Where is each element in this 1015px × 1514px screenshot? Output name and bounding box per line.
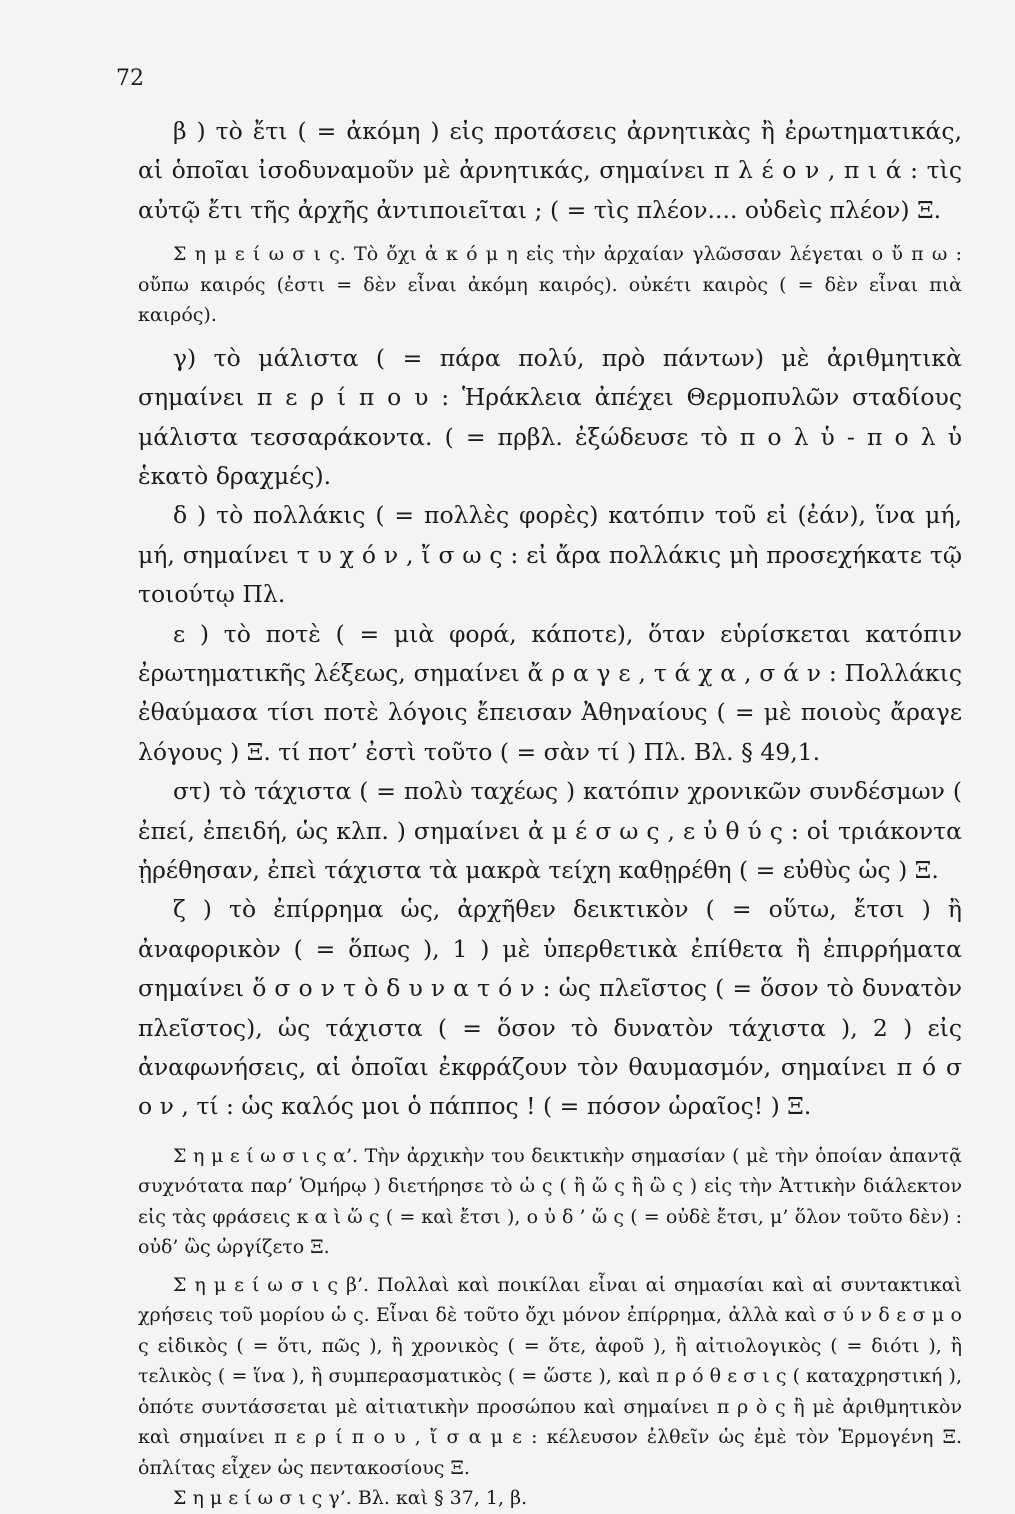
paragraph-gamma: γ) τὸ μάλιστα ( = πάρα πολύ, πρὸ πάντων) μὲ ἀριθμητικὰ σημαίνει π ε ρ ί π ο υ : Ἡράκλεια ἀπέχει Θερμοπυλῶν σταδίους μάλιστα τεσσαράκοντα. ( = πρβλ. ἐξώδευσε τὸ π ο λ ὑ - π ο λ ὑ ἑκατὸ δραχμές). bbox=[138, 343, 962, 490]
paragraph-stigma: στ) τὸ τάχιστα ( = πολὺ ταχέως ) κατόπιν χρονικῶν συνδέσμων ( ἐπεί, ἐπειδή, ὡς κλπ. ) σημαίνει ἀ μ έ σ ω ς , ε ὐ θ ύ ς : οἱ τριάκοντα ᾑρέθησαν, ἐπεὶ τάχιστα τὰ μακρὰ τείχη καθῃρέθη ( = εὐθὺς ὡς ) Ξ. bbox=[138, 777, 962, 884]
paragraph-zeta: ζ ) τὸ ἐπίρρημα ὡς, ἀρχῆθεν δεικτικὸν ( = οὕτω, ἔτσι ) ἢ ἀναφορικὸν ( = ὅπως ), 1 ) μὲ ὑπερθετικὰ ἐπίθετα ἢ ἐπιρρήματα σημαίνει ὅ σ ο ν τ ὸ δ υ ν α τ ό ν : ὡς πλεῖστος ( = ὅσον τὸ δυνατὸν πλεῖστος), ὡς τάχιστα ( = ὅσον τὸ δυνατὸν τάχιστα ), 2 ) εἰς ἀναφωνήσεις, αἱ ὁποῖαι ἐκφράζουν τὸν θαυμασμόν, σημαίνει π ό σ ο ν , τί : ὡς καλός μοι ὁ πάππος ! ( = πόσον ὡραῖος! ) Ξ. bbox=[138, 895, 962, 1121]
page-number: 72 bbox=[116, 66, 144, 91]
paragraph-delta: δ ) τὸ πολλάκις ( = πολλὲς φορὲς) κατόπιν τοῦ εἰ (ἐάν), ἵνα μή, μή, σημαίνει τ υ χ ό ν , ἴ σ ω ς : εἰ ἄρα πολλάκις μὴ προσεχήκατε τῷ τοιούτῳ Πλ. bbox=[138, 501, 962, 609]
note-beta: Σ η μ ε ί ω σ ι ς β’. Πολλαὶ καὶ ποικίλαι εἶναι αἱ σημασίαι καὶ αἱ συντακτικαὶ χρήσεις τοῦ μορίου ὡ ς. Εἶναι δὲ τοῦτο ὄχι μόνον ἐπίρρημα, ἀλλὰ καὶ σ ύ ν δ ε σ μ ο ς εἰδικὸς ( = ὅτι, πῶς ), ἢ χρονικὸς ( = ὅτε, ἀφοῦ ), ἢ αἰτιολογικὸς ( = διότι ), ἢ τελικὸς ( = ἵνα ), ἢ συμπερασματικὸς ( = ὥστε ), καὶ π ρ ό θ ε σ ι ς ( καταχρηστική ), ὁπότε συντάσσεται μὲ αἰτιατικὴν προσώπου καὶ σημαίνει π ρ ὸ ς ἢ μὲ ἀριθμητικὸν καὶ σημαίνει π ε ρ ί π ο υ , ἴ σ α μ ε : κέλευσον ἐλθεῖν ὡς ἐμὲ τὸν Ἑρμογένη Ξ. ὁπλίτας εἶχεν ὡς πεντακοσίους Ξ. bbox=[138, 1273, 962, 1479]
paragraph-beta: β ) τὸ ἔτι ( = ἀκόμη ) εἰς προτάσεις ἀρνητικὰς ἢ ἐρωτηματικάς, αἱ ὁποῖαι ἰσοδυναμοῦν μὲ ἀρνητικάς, σημαίνει π λ έ ο ν , π ι ά : τὶς αὐτῷ ἔτι τῆς ἀρχῆς ἀντιποιεῖται ; ( = τὶς πλέον.... οὐδεὶς πλέον) Ξ. bbox=[138, 117, 962, 224]
note-1: Σ η μ ε ί ω σ ι ς. Τὸ ὄχι ἀ κ ό μ η εἰς τὴν ἀρχαίαν γλῶσσαν λέγεται ο ὔ π ω : οὔπω καιρός (ἐστι = δὲν εἶναι ἀκόμη καιρός). οὐκέτι καιρὸς ( = δὲν εἶναι πιὰ καιρός). bbox=[138, 243, 962, 327]
paragraph-epsilon: ε ) τὸ ποτὲ ( = μιὰ φορά, κάποτε), ὅταν εὑρίσκεται κατόπιν ἐρωτηματικῆς λέξεως, σημαίνει ἄ ρ α γ ε , τ ά χ α , σ ά ν : Πολλάκις ἐθαύμασα τίσι ποτὲ λόγοις ἔπεισαν Ἀθηναίους ( = μὲ ποιοὺς ἄραγε λόγους ) Ξ. τί ποτ’ ἐστὶ τοῦτο ( = σὰν τί ) Πλ. Βλ. § 49,1. bbox=[138, 619, 962, 766]
note-gamma: Σ η μ ε ί ω σ ι ς γ’. Βλ. καὶ § 37, 1, β. bbox=[173, 1487, 528, 1510]
note-alpha: Σ η μ ε ί ω σ ι ς α’. Τὴν ἀρχικὴν του δεικτικὴν σημασίαν ( μὲ τὴν ὁποίαν ἀπαντᾷ συχνότατα παρ’ Ὁμήρῳ ) διετήρησε τὸ ὡ ς ( ἢ ὥ ς ἢ ὣ ς ) εἰς τὴν Ἀττικὴν διάλεκτον εἰς τὰς φράσεις κ α ὶ ὥ ς ( = καὶ ἔτσι ), ο ὐ δ ’ ὥ ς ( = οὐδὲ ἔτσι, μ’ ὅλον τοῦτο δὲν) : οὐδ’ ὣς ὠργίζετο Ξ. bbox=[138, 1144, 962, 1259]
page-body bbox=[138, 112, 962, 1514]
